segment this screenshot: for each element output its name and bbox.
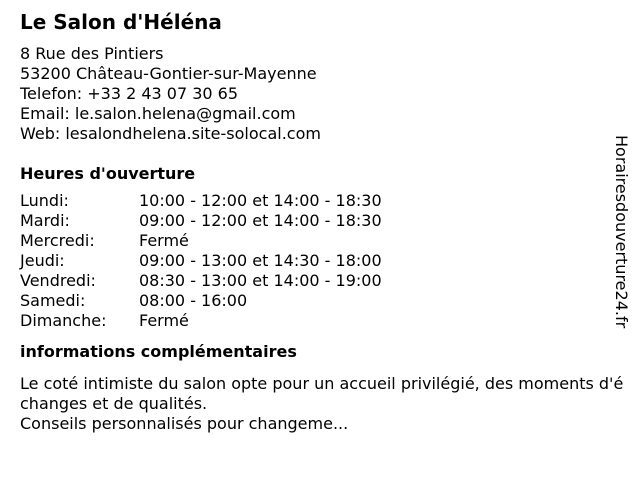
hours-day: Lundi:: [20, 191, 69, 210]
hours-row-saturday: [20, 291, 632, 311]
hours-day: Samedi:: [20, 291, 86, 310]
business-card: [20, 8, 632, 434]
hours-time: 08:00 - 16:00: [139, 291, 248, 310]
watermark-text: Horairesdouverture24.fr: [612, 135, 631, 329]
hours-time: 10:00 - 12:00 et 14:00 - 18:30: [139, 191, 382, 210]
hours-day: Mercredi:: [20, 231, 95, 250]
hours-row-tuesday: [20, 211, 632, 231]
hours-day: Jeudi:: [20, 251, 65, 270]
hours-row-friday: [20, 271, 632, 291]
hours-day: Dimanche:: [20, 311, 107, 330]
phone-line: Telefon: +33 2 43 07 30 65: [20, 84, 239, 103]
hours-day: Vendredi:: [20, 271, 96, 290]
hours-day: Mardi:: [20, 211, 70, 230]
additional-info-title: informations complémentaires: [20, 342, 297, 361]
hours-time: Fermé: [139, 311, 189, 330]
email-line: Email: le.salon.helena@gmail.com: [20, 104, 296, 123]
hours-time: 09:00 - 13:00 et 14:30 - 18:00: [139, 251, 382, 270]
hours-time: Fermé: [139, 231, 189, 250]
opening-hours-title: Heures d'ouverture: [20, 164, 196, 183]
hours-row-monday: [20, 191, 632, 211]
hours-row-sunday: [20, 311, 632, 331]
hours-time: 08:30 - 13:00 et 14:00 - 19:00: [139, 271, 382, 290]
address-line1: 8 Rue des Pintiers: [20, 44, 164, 63]
description-line1: Le coté intimiste du salon opte pour un accueil privilégié, des moments d'échanges et de qualités.: [20, 374, 624, 413]
hours-row-thursday: [20, 251, 632, 271]
description-line2: Conseils personnalisés pour changeme...: [20, 414, 349, 433]
hours-time: 09:00 - 12:00 et 14:00 - 18:30: [139, 211, 382, 230]
opening-hours-table: [20, 191, 632, 331]
hours-row-wednesday: [20, 231, 632, 251]
web-line: Web: lesalondhelena.site-solocal.com: [20, 124, 321, 143]
business-name: Le Salon d'Héléna: [20, 10, 222, 34]
address-line2: 53200 Château-Gontier-sur-Mayenne: [20, 64, 317, 83]
